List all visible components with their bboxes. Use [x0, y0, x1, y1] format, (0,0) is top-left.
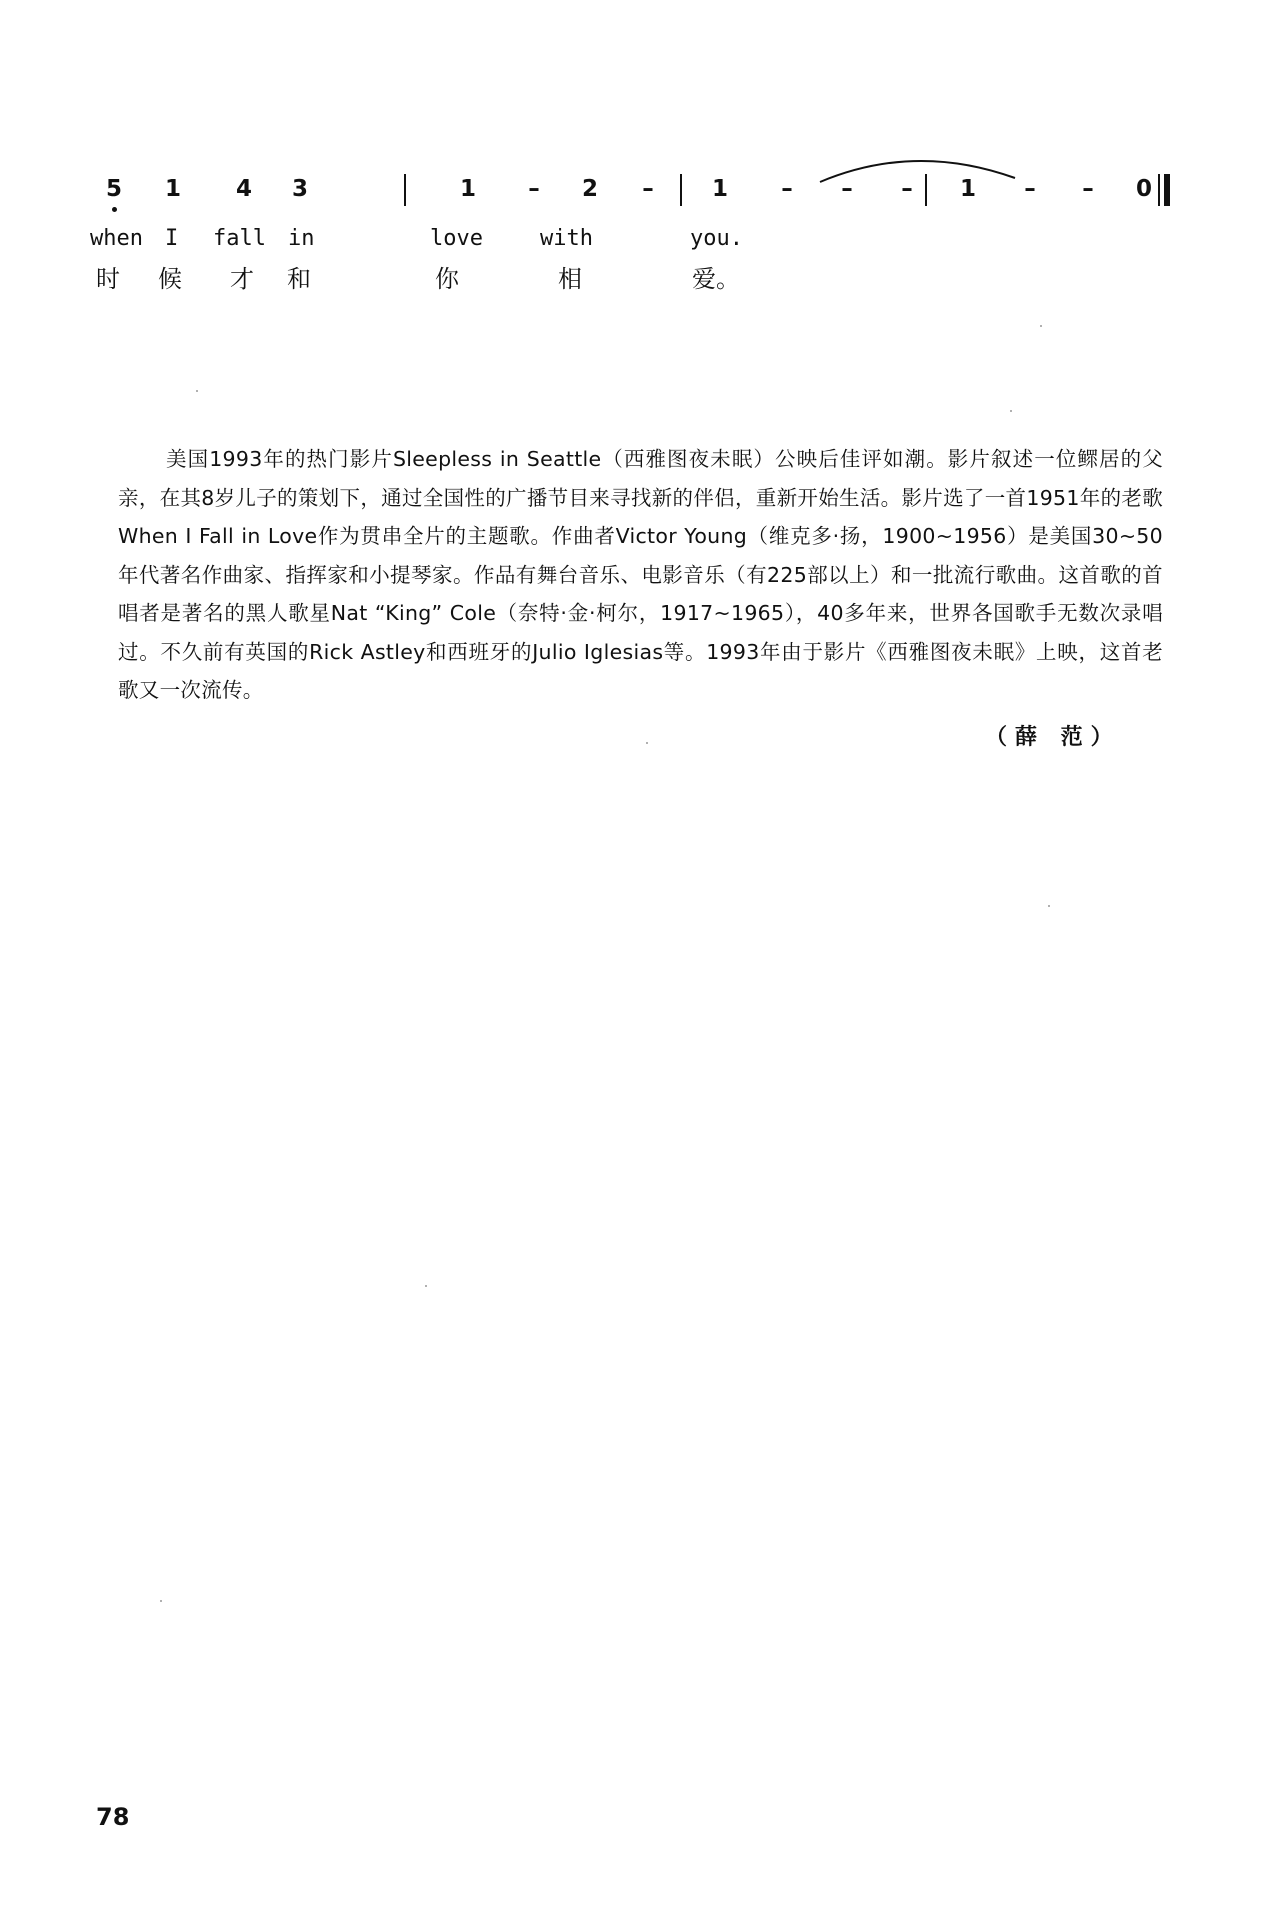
lyric-cn: 爱。 — [692, 265, 740, 293]
barline — [680, 174, 682, 206]
note: 3 — [291, 176, 308, 202]
lyric-en: when — [90, 226, 143, 251]
article-text: 美国1993年的热门影片Sleepless in Seattle（西雅图夜未眠）公映后佳评如潮。影片叙述一位鳏居的父亲，在其8岁儿子的策划下，通过全国性的广播节目来寻找新的伴侣，重新开始生活。影片选了一首1951年的老歌When I Fall in Love作为贯串全片的主题歌。作曲者Victor Young（维克多·扬，1900~1956）是美国30~50年代著名作曲家、指挥家和小提琴家。作品有舞台音乐、电影音乐（有225部以上）和一批流行歌曲。这首歌的首唱者是著名的黑人歌星Nat “King” Cole（奈特·金·柯尔，1917~1965），40多年来，世界各国歌手无数次录唱过。不久前有英国的Rick Astley和西班牙的Julio Iglesias等。1993年由于影片《西雅图夜未眠》上映，这首老歌又一次流传。 — [118, 447, 1163, 702]
scan-speck — [425, 1285, 427, 1287]
low-octave-dot — [112, 207, 117, 212]
lyric-cn: 和 — [287, 265, 311, 293]
note: 1 — [459, 176, 476, 202]
lyric-cn: 相 — [558, 265, 582, 293]
lyric-cn: 你 — [435, 265, 459, 293]
lyric-cn: 候 — [158, 265, 182, 293]
lyric-en: with — [540, 226, 593, 251]
note: 2 — [581, 176, 598, 202]
dash: – — [901, 176, 913, 202]
lyric-cn: 才 — [230, 265, 254, 293]
dash: – — [781, 176, 793, 202]
dash: – — [528, 176, 540, 202]
scan-speck — [1010, 410, 1012, 412]
scan-speck — [1048, 905, 1050, 907]
final-barline-thick — [1164, 174, 1170, 206]
lyric-en: in — [288, 226, 315, 251]
barline — [925, 174, 927, 206]
article-paragraph — [118, 440, 1163, 710]
barline — [404, 174, 406, 206]
lyric-en: you. — [690, 226, 743, 251]
author-credit: （薛 范） — [985, 724, 1121, 750]
lyric-en: I — [165, 226, 179, 251]
dash: – — [841, 176, 853, 202]
scan-speck — [646, 742, 648, 744]
final-barline-thin — [1158, 174, 1160, 206]
lyric-en: fall — [213, 226, 266, 251]
dash: – — [642, 176, 654, 202]
note: 1 — [711, 176, 728, 202]
scan-speck — [196, 390, 198, 392]
note: 0 — [1135, 176, 1152, 202]
lyric-cn: 时 — [96, 265, 120, 293]
scan-speck — [1040, 325, 1042, 327]
note: 5 — [105, 176, 122, 202]
note: 1 — [164, 176, 181, 202]
scan-speck — [160, 1600, 162, 1602]
lyric-en: love — [430, 226, 483, 251]
note: 4 — [235, 176, 252, 202]
note: 1 — [959, 176, 976, 202]
music-score — [90, 150, 1180, 310]
dash: – — [1024, 176, 1036, 202]
page-number: 78 — [96, 1803, 130, 1831]
dash: – — [1082, 176, 1094, 202]
